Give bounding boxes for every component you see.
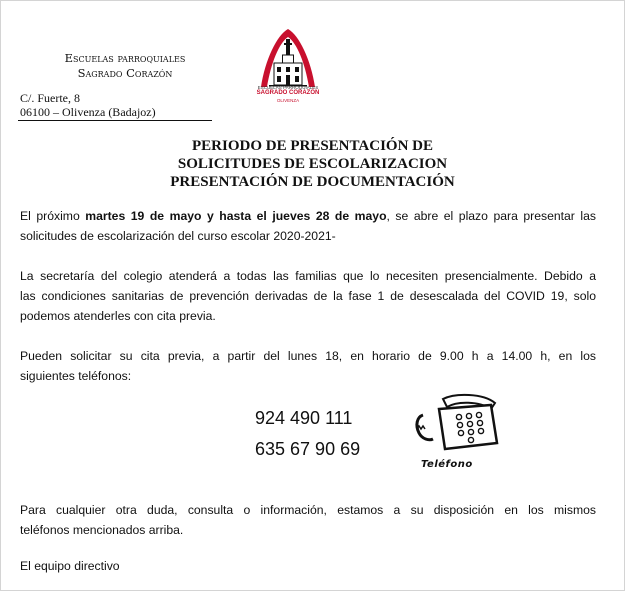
logo-caption-town: OLIVENZA <box>276 98 300 103</box>
paragraph-dates-line1 <box>20 206 596 226</box>
paragraph-contact-line2: teléfonos mencionados arriba. <box>20 523 184 537</box>
school-name-line2: Sagrado Corazón <box>77 66 173 80</box>
paragraph-secretary <box>20 266 596 326</box>
phone-number-2: 635 67 90 69 <box>255 439 361 459</box>
paragraph-appointment-line2: siguientes teléfonos: <box>20 369 132 383</box>
paragraph-contact <box>20 500 596 540</box>
paragraph-appointment-line1: Pueden solicitar su cita previa, a partir del lunes 18, en horario de 9.00 h a 14.00 h, en los <box>20 349 596 363</box>
paragraph-dates <box>20 206 596 246</box>
school-name <box>45 51 205 81</box>
dates-highlight: martes 19 de mayo y hasta el jueves 28 de mayo <box>85 209 387 223</box>
logo-caption-top: ESCUELAS PARROQUIALES <box>257 85 319 90</box>
telephone-label: Teléfono <box>421 459 473 470</box>
title-line2: SOLICITUDES DE ESCOLARIZACION <box>177 156 448 172</box>
paragraph-contact-line1: Para cualquier otra duda, consulta o información, estamos a su disposición en los mismos <box>20 503 596 517</box>
signature: El equipo directivo <box>20 559 120 573</box>
paragraph-dates-line2: solicitudes de escolarización del curso escolar 2020-2021- <box>20 229 336 243</box>
paragraph-secretary-line3: podemos atenderles con cita previa. <box>20 309 216 323</box>
title-line1: PERIODO DE PRESENTACIÓN DE <box>191 138 433 154</box>
telephone-icon <box>413 393 501 453</box>
address-underline <box>18 120 212 121</box>
dates-rest: , se abre el plazo para presentar las <box>386 209 596 223</box>
address-street: C/. Fuerte, 8 <box>20 91 80 105</box>
paragraph-secretary-line1: La secretaría del colegio atenderá a todas las familias que lo necesiten presencialmente. Debido a <box>20 269 596 283</box>
school-name-line1: Escuelas parroquiales <box>64 51 186 65</box>
logo-caption-main: SAGRADO CORAZÓN <box>256 90 320 96</box>
paragraph-appointment <box>20 346 596 386</box>
address-city: 06100 – Olivenza (Badajoz) <box>20 105 156 119</box>
title-line3: PRESENTACIÓN DE DOCUMENTACIÓN <box>170 174 455 190</box>
phone-number-1: 924 490 111 <box>255 408 353 428</box>
dates-intro: El próximo <box>20 209 86 223</box>
paragraph-secretary-line2: las condiciones sanitarias de prevención derivadas de la fase 1 de desescalada del COVID 19, solo <box>20 289 596 303</box>
